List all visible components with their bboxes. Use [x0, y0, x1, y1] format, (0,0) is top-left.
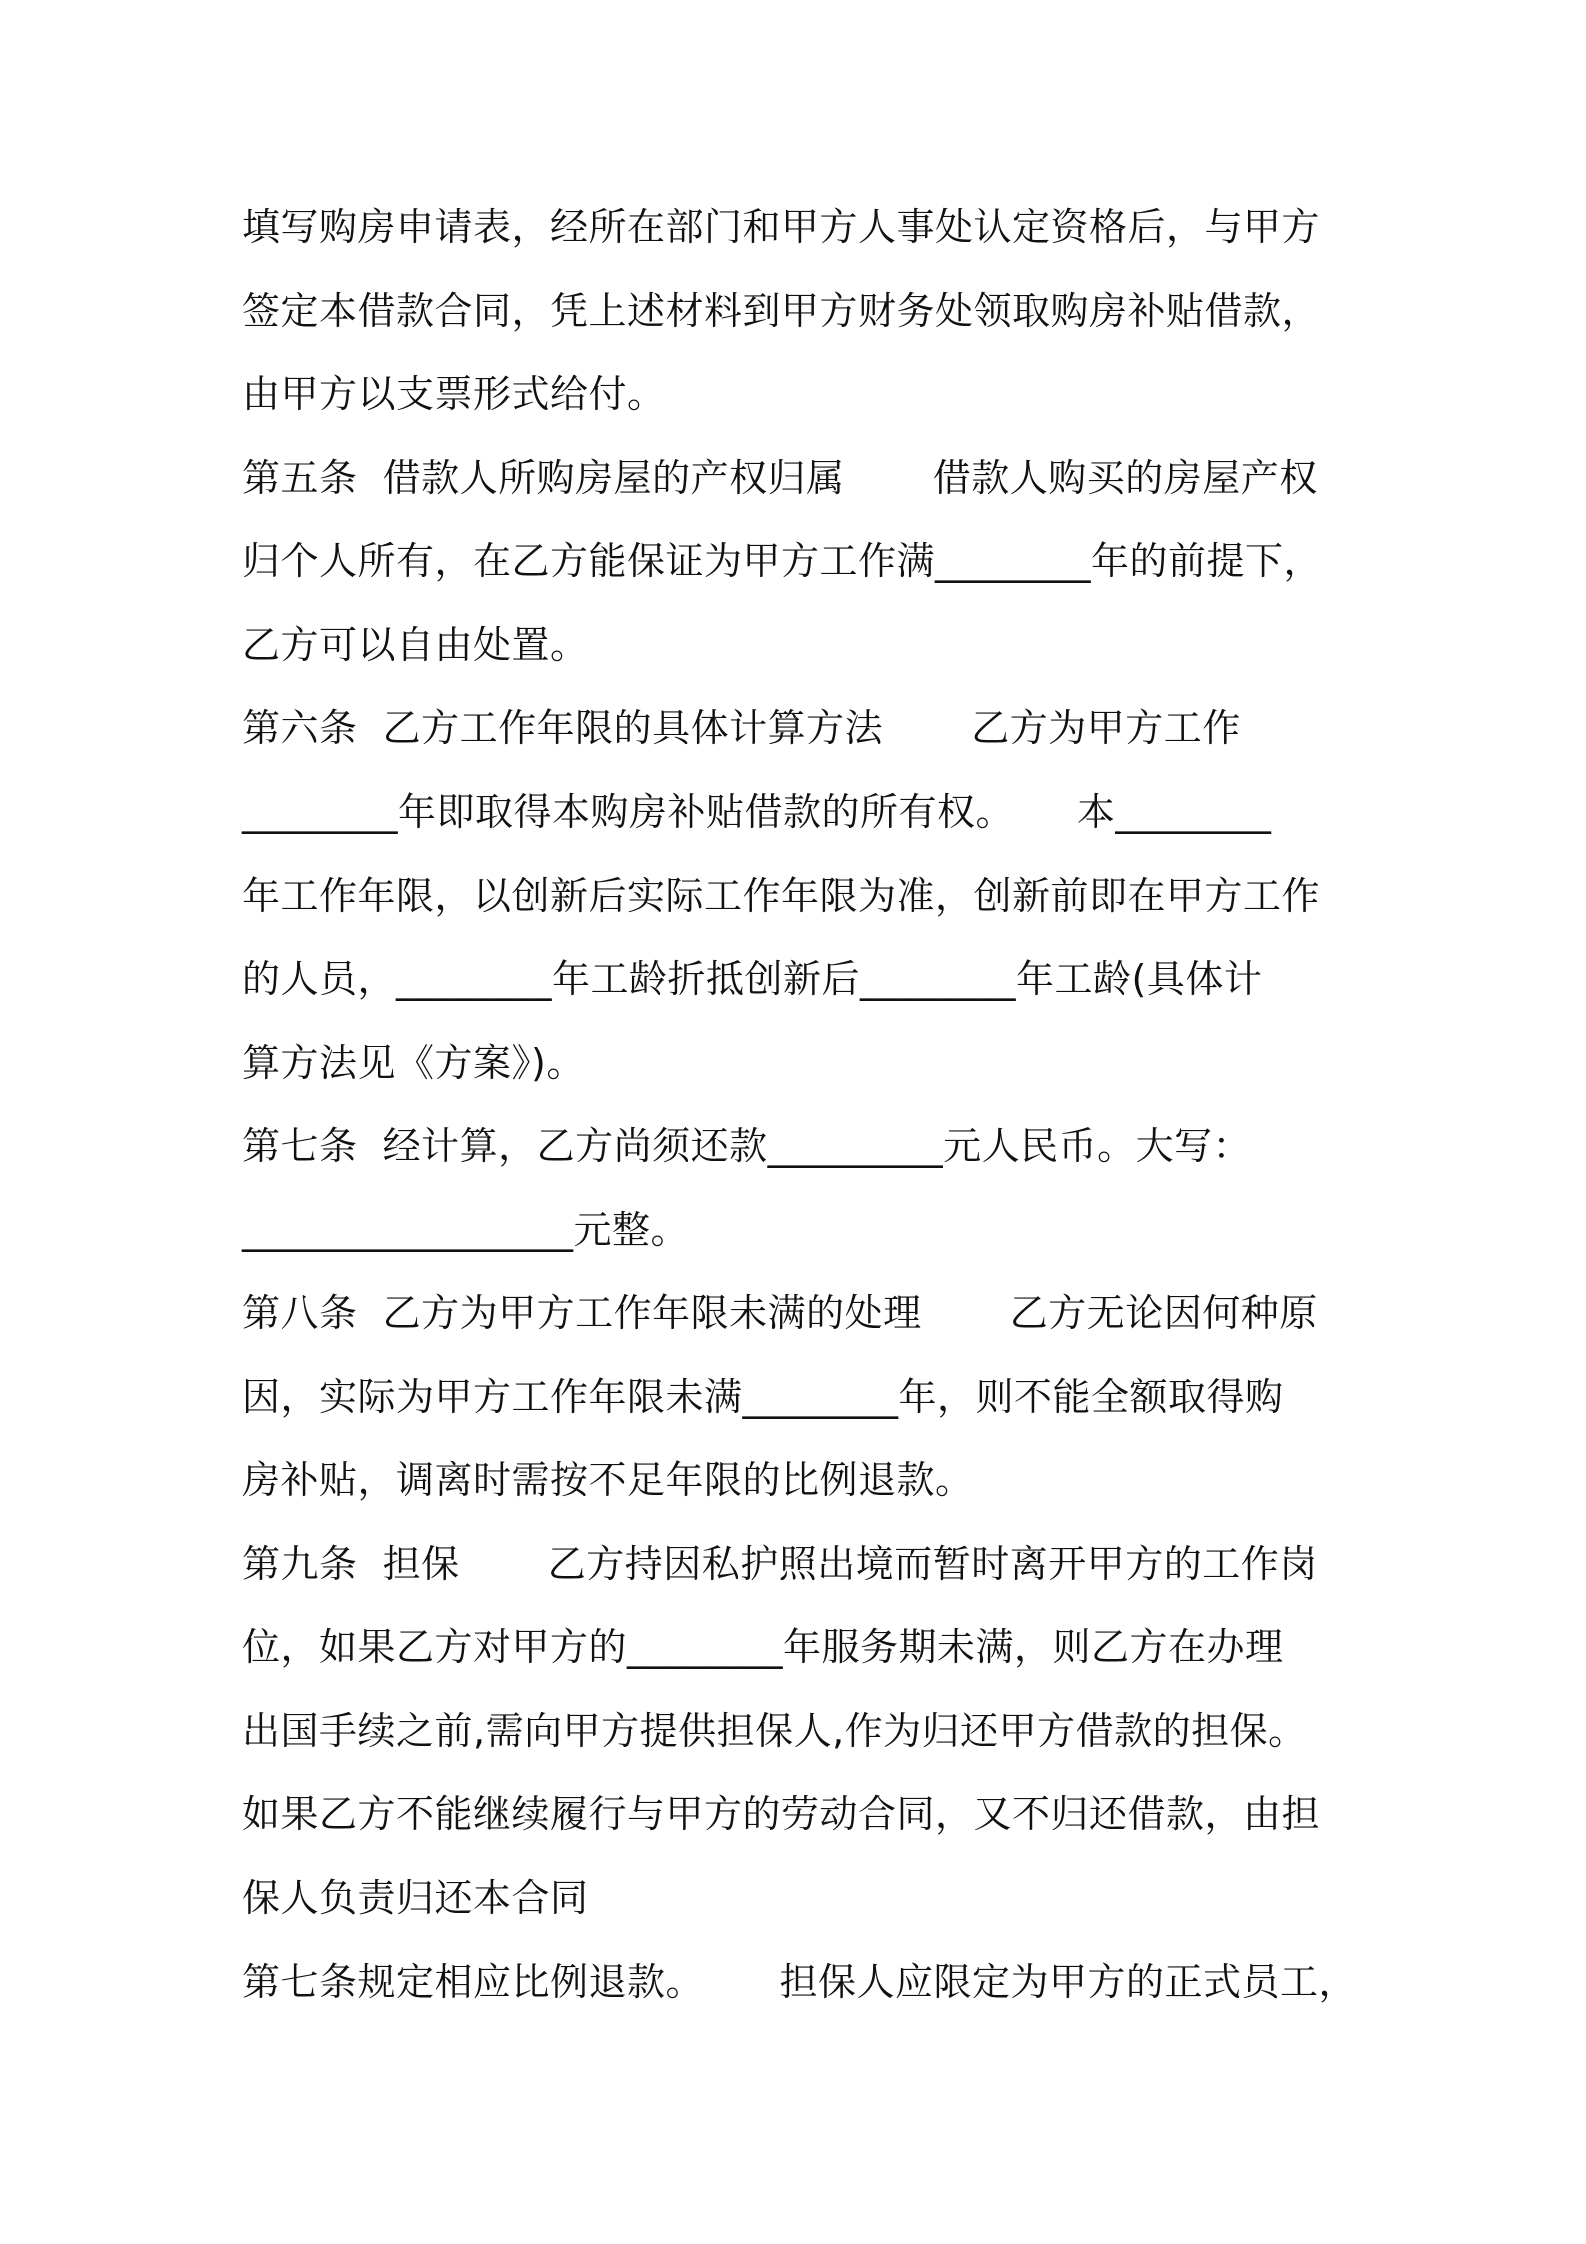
text-line: 由甲方以支票形式给付。: [242, 372, 666, 416]
text-line: 位，如果乙方对甲方的________年服务期未满，则乙方在办理: [242, 1625, 1284, 1669]
text-line: 乙方可以自由处置。: [242, 623, 589, 667]
article-6-heading-line: 第六条 乙方工作年限的具体计算方法 乙方为甲方工作: [242, 706, 1241, 750]
text-line: 房补贴，调离时需按不足年限的比例退款。: [242, 1458, 974, 1502]
text-line: 填写购房申请表，经所在部门和甲方人事处认定资格后，与甲方: [242, 205, 1321, 249]
text-line: 年工作年限，以创新后实际工作年限为准，创新前即在甲方工作: [242, 874, 1321, 918]
text-line: 出国手续之前,需向甲方提供担保人,作为归还甲方借款的担保。: [242, 1709, 1307, 1753]
text-line: 的人员，________年工龄折抵创新后________年工龄(具体计: [242, 957, 1263, 1001]
article-5-heading-line: 第五条 借款人所购房屋的产权归属 借款人购买的房屋产权: [242, 456, 1318, 500]
text-line: 签定本借款合同，凭上述材料到甲方财务处领取购房补贴借款，: [242, 289, 1321, 333]
article-9-heading-line: 第九条 担保 乙方持因私护照出境而暂时离开甲方的工作岗: [242, 1542, 1318, 1586]
article-7-heading-line: 第七条 经计算，乙方尚须还款_________元人民币。大写：: [242, 1124, 1252, 1168]
text-line: 归个人所有，在乙方能保证为甲方工作满________年的前提下，: [242, 539, 1323, 583]
text-line: 如果乙方不能继续履行与甲方的劳动合同，又不归还借款，由担: [242, 1792, 1321, 1836]
text-line: 因，实际为甲方工作年限未满________年，则不能全额取得购: [242, 1375, 1284, 1419]
text-line: ________年即取得本购房补贴借款的所有权。 本________: [242, 790, 1272, 834]
text-line: 第七条规定相应比例退款。 担保人应限定为甲方的正式员工，: [242, 1960, 1357, 2004]
text-line: 保人负责归还本合同: [242, 1876, 589, 1920]
text-line: _________________元整。: [242, 1208, 690, 1252]
article-8-heading-line: 第八条 乙方为甲方工作年限未满的处理 乙方无论因何种原: [242, 1291, 1318, 1335]
text-line: 算方法见《方案》)。: [242, 1041, 585, 1085]
